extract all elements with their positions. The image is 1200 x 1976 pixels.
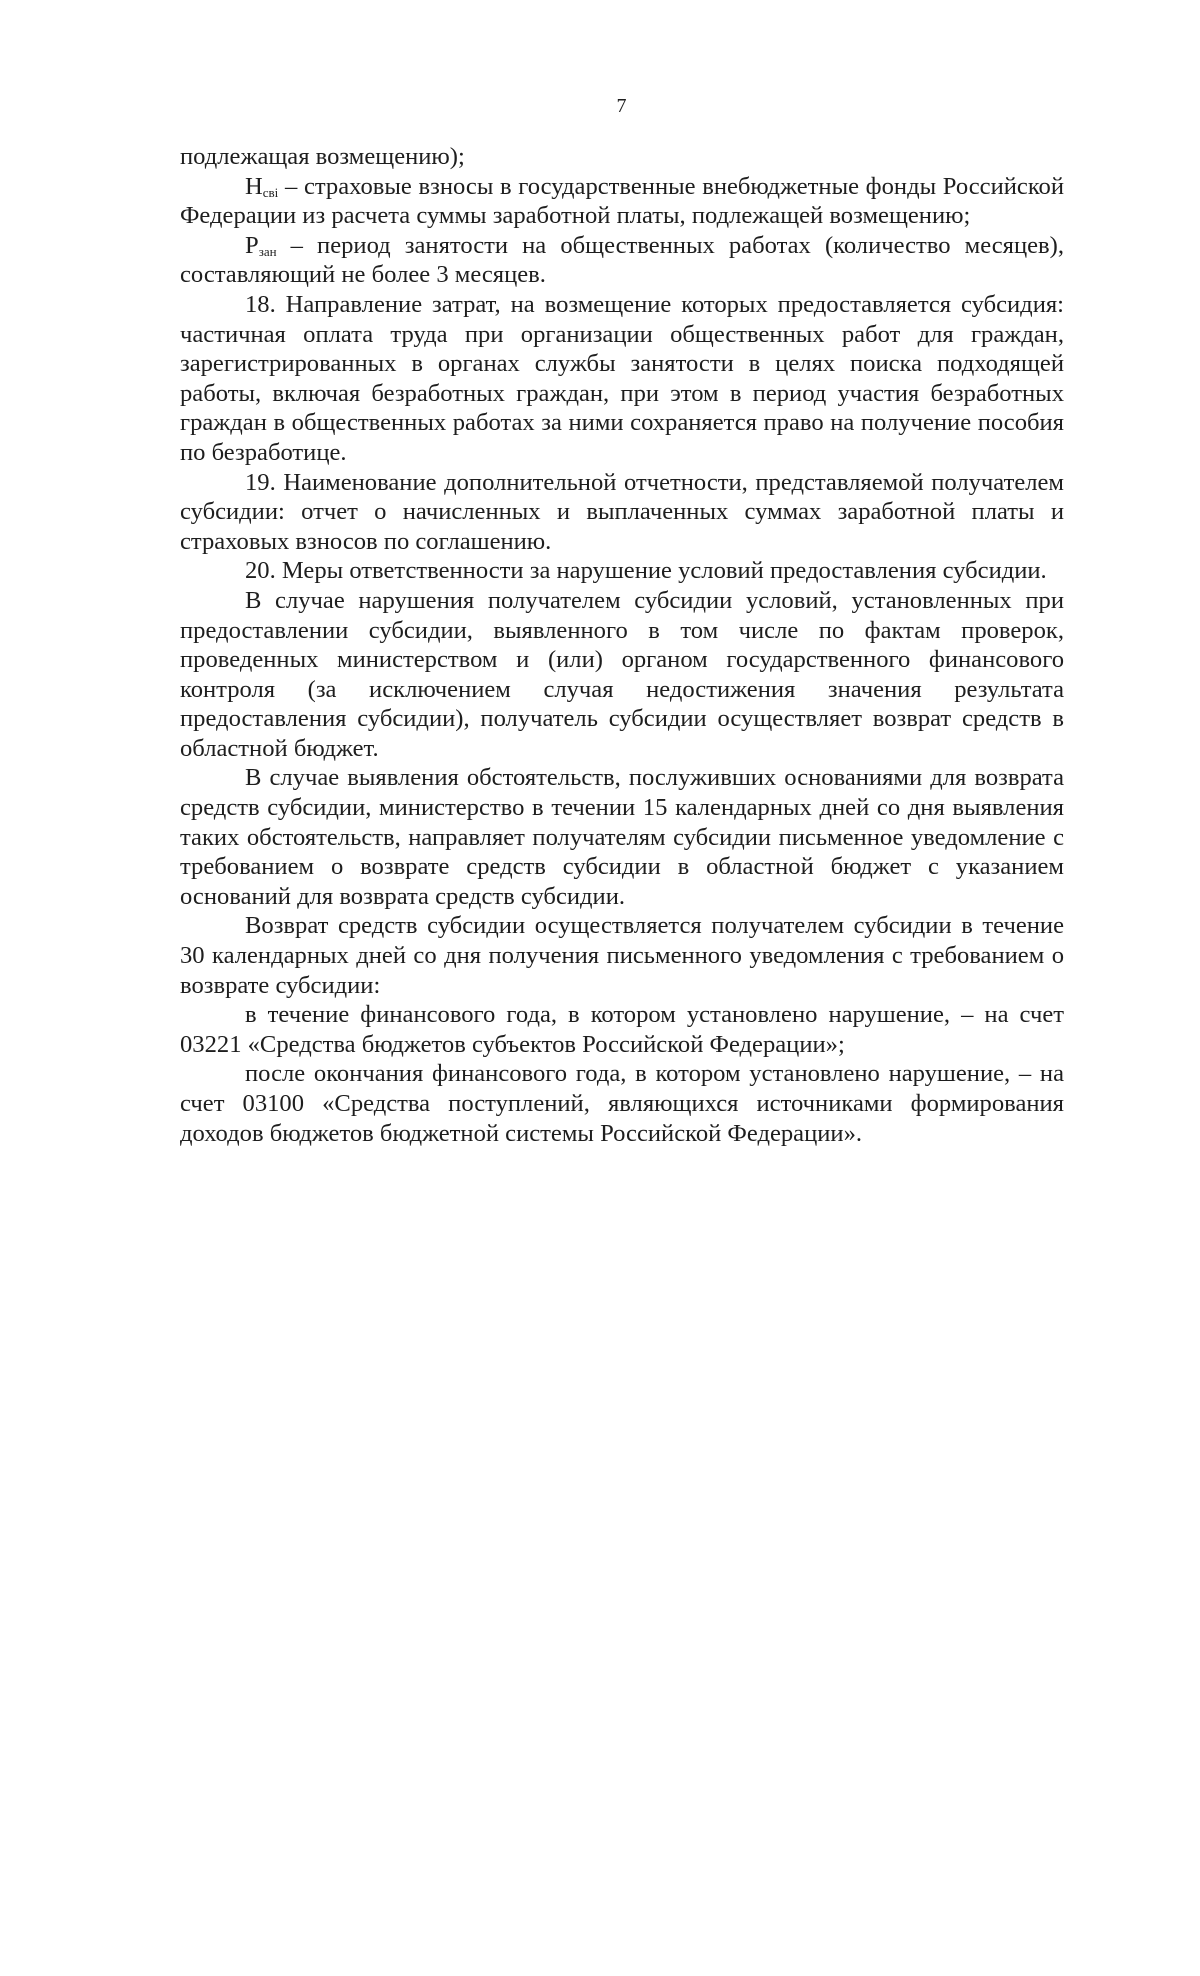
paragraph-19: 19. Наименование дополнительной отчетности, представляемой получателем субсидии: отчет о начисленных и выплаченных суммах заработной платы и страховых взносов по соглашению.: [180, 468, 1064, 555]
variable-subscript: зан: [258, 243, 277, 259]
paragraph-refund-after-year: после окончания финансового года, в котором установлено нарушение, – на счет 03100 «Средства поступлений, являющихся источниками формирования доходов бюджетов бюджетной системы Российской Федерации».: [180, 1060, 1064, 1147]
paragraph-notification: В случае выявления обстоятельств, послуживших основаниями для возврата средств субсидии, министерство в течении 15 календарных дней со дня выявления таких обстоятельств, направляет получателям субсидии письменное уведомление с требованием о возврате средств субсидии в областной бюджет с указанием оснований для возврата средств субсидии.: [180, 764, 1064, 910]
paragraph-variable-definition: [180, 231, 1064, 290]
document-body: [180, 142, 1064, 1148]
variable-symbol: Р: [245, 231, 259, 259]
paragraph-20: 20. Меры ответственности за нарушение условий предоставления субсидии.: [245, 557, 1047, 585]
variable-description: – период занятости на общественных работах (количество месяцев), составляющий не более 3 месяцев.: [180, 231, 1064, 289]
paragraph-18: 18. Направление затрат, на возмещение которых предоставляется субсидия: частичная оплата труда при организации общественных работ для граждан, зарегистрированных в органах службы занятости в целях поиска подходящей работы, включая безработных граждан, при этом в период участия безработных граждан в общественных работах за ними сохраняется право на получение пособия по безработице.: [180, 290, 1064, 466]
paragraph-refund-current-year: в течение финансового года, в котором установлено нарушение, – на счет 03221 «Средства бюджетов субъектов Российской Федерации»;: [180, 1001, 1064, 1058]
variable-symbol: Н: [245, 172, 263, 200]
variable-description: – страховые взносы в государственные внебюджетные фонды Российской Федерации из расчета суммы заработной платы, подлежащей возмещению;: [180, 172, 1064, 230]
variable-subscript: свi: [262, 184, 279, 200]
paragraph-continuation: подлежащая возмещению);: [180, 143, 465, 170]
paragraph-refund: Возврат средств субсидии осуществляется получателем субсидии в течение 30 календарных дней со дня получения письменного уведомления с требованием о возврате субсидии:: [180, 912, 1064, 999]
page-number: 7: [616, 95, 627, 117]
paragraph-violation: В случае нарушения получателем субсидии условий, установленных при предоставлении субсидии, выявленного в том числе по фактам проверок, проведенных министерством и (или) органом государственного финансового контроля (за исключением случая недостижения значения результата предоставления субсидии), получатель субсидии осуществляет возврат средств в областной бюджет.: [180, 586, 1064, 762]
paragraph-variable-definition: [180, 172, 1064, 231]
